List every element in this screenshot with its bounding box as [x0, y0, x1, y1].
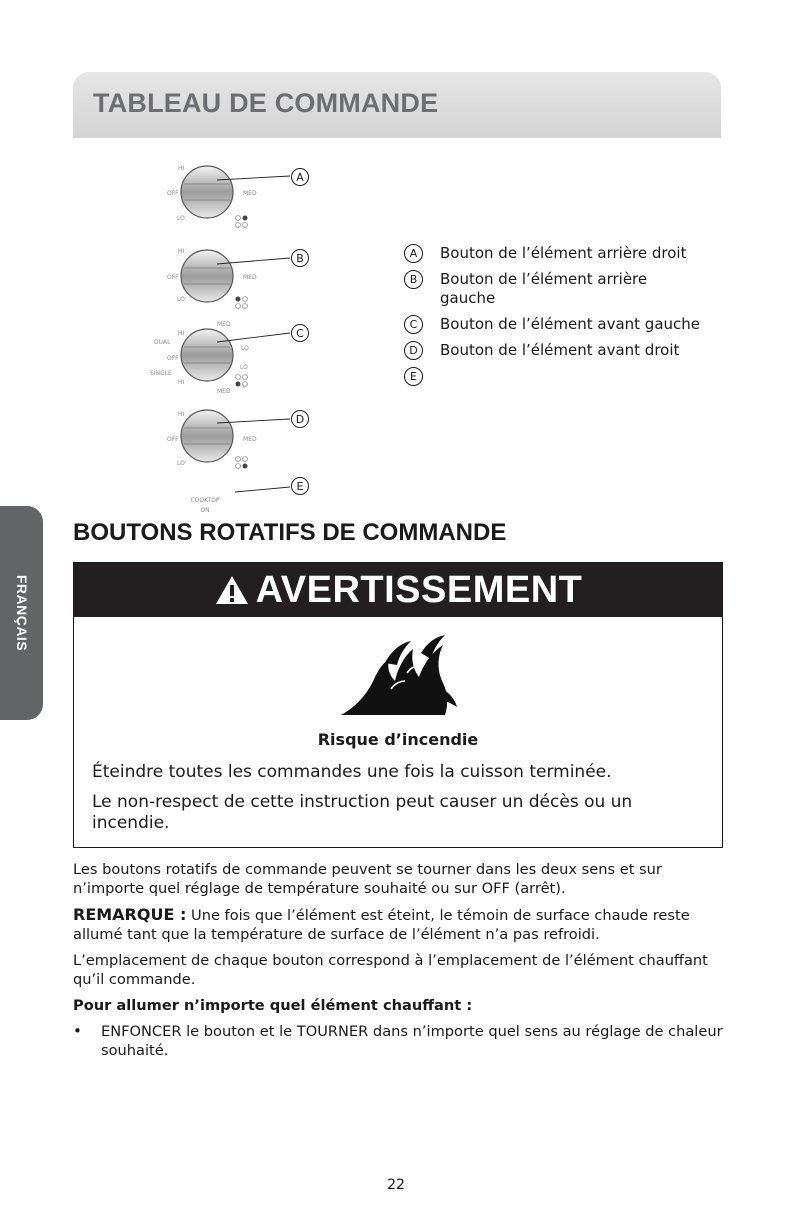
knob-b-lo: LO — [177, 296, 185, 303]
knob-c-dual: DUAL — [154, 339, 171, 346]
knob-b-hi: HI — [178, 248, 185, 255]
paragraph-turn-on-heading: Pour allumer n’importe quel élément chauffant : — [73, 997, 473, 1014]
knob-d-med: MED — [243, 436, 257, 443]
element-position-icon — [236, 297, 248, 309]
knob-a-med: MED — [243, 190, 257, 197]
knob-c-hi-lower: HI — [178, 379, 185, 386]
cooktop-on-indicator — [190, 478, 308, 515]
language-tab — [0, 506, 43, 720]
page-title: TABLEAU DE COMMANDE — [93, 88, 439, 118]
warning-box — [73, 562, 723, 848]
indicator-letter: E — [296, 480, 304, 493]
knob-c — [150, 321, 309, 395]
knob-d-lo: LO — [177, 460, 185, 467]
warning-title: AVERTISSEMENT — [255, 568, 583, 611]
knob-c-med-bottom: MED — [217, 388, 231, 395]
warning-triangle-icon — [214, 574, 250, 606]
page-number: 22 — [387, 1177, 405, 1193]
legend-item — [404, 341, 724, 360]
remark-label: REMARQUE : — [73, 905, 187, 924]
legend-item — [404, 315, 724, 334]
knob-b-off: OFF — [167, 274, 179, 281]
legend-letter: A — [404, 244, 423, 263]
paragraph-location: L’emplacement de chaque bouton correspond à l’emplacement de l’élément chauffant qu’il commande. — [73, 952, 708, 988]
knob-c-lo-right: LO — [240, 364, 248, 371]
body-text — [73, 860, 723, 1060]
element-position-icon — [236, 457, 248, 469]
knob-a-off: OFF — [167, 190, 179, 197]
remark-text: Une fois que l’élément est éteint, le témoin de surface chaude reste allumé tant que la température de surface de l’élément n’a pas refroidi. — [73, 907, 690, 943]
section-title: BOUTONS ROTATIFS DE COMMANDE — [73, 519, 507, 546]
indicator-line2: ON — [200, 507, 210, 514]
knob-d-hi: HI — [178, 411, 185, 418]
legend-text: Bouton de l’élément avant droit — [440, 341, 680, 359]
element-position-icon — [236, 375, 248, 387]
hazard-title: Risque d’incendie — [317, 730, 479, 749]
legend-text: Bouton de l’élément arrière gauche — [440, 270, 648, 307]
knob-c-letter: C — [296, 327, 304, 340]
warning-consequence: Le non-respect de cette instruction peut causer un décès ou un incendie. — [92, 792, 633, 833]
knob-b-med: MED — [243, 274, 257, 281]
knob-d — [167, 410, 309, 469]
knob-legend — [404, 244, 724, 393]
bullet-text: ENFONCER le bouton et le TOURNER dans n’importe quel sens au réglage de chaleur souhaité. — [101, 1023, 723, 1059]
legend-letter: C — [404, 315, 423, 334]
knob-a — [167, 165, 309, 228]
knob-c-lo-upper: LO — [241, 345, 249, 352]
language-tab-label: FRANÇAIS — [13, 574, 30, 652]
legend-letter: D — [404, 341, 423, 360]
bullet-icon: • — [73, 1022, 82, 1040]
knob-c-single: SINGLE — [150, 370, 172, 377]
legend-text: Bouton de l’élément avant gauche — [440, 315, 701, 333]
knob-a-lo: LO — [177, 215, 185, 222]
knob-diagram-svg — [140, 150, 340, 525]
knob-d-off: OFF — [167, 436, 179, 443]
knob-c-off: OFF — [167, 355, 179, 362]
knob-d-letter: D — [295, 413, 305, 426]
warning-instruction: Éteindre toutes les commandes une fois la cuisson terminée. — [92, 762, 612, 782]
legend-letter: B — [404, 270, 423, 289]
legend-item — [404, 244, 724, 263]
knob-b-letter: B — [296, 252, 304, 265]
knob-c-hi: HI — [178, 330, 185, 337]
header-bar — [73, 72, 721, 138]
paragraph-remark — [73, 905, 723, 944]
legend-item — [404, 367, 724, 386]
control-knob-diagram — [140, 150, 340, 525]
element-position-icon — [236, 216, 248, 228]
legend-item — [404, 270, 724, 308]
knob-b — [167, 248, 309, 309]
warning-header — [74, 563, 722, 617]
knob-a-hi: HI — [178, 165, 185, 172]
indicator-line1: COOKTOP — [190, 497, 220, 504]
knob-a-letter: A — [296, 171, 304, 184]
knob-c-med-top: MED — [217, 321, 231, 328]
fire-icon — [339, 633, 459, 717]
legend-text: Bouton de l’élément arrière droit — [440, 244, 687, 262]
paragraph-rotation: Les boutons rotatifs de commande peuvent se tourner dans les deux sens et sur n’importe quel réglage de température souhaité ou sur OFF (arrêt). — [73, 861, 662, 897]
list-item — [73, 1022, 723, 1060]
legend-letter: E — [404, 367, 423, 386]
